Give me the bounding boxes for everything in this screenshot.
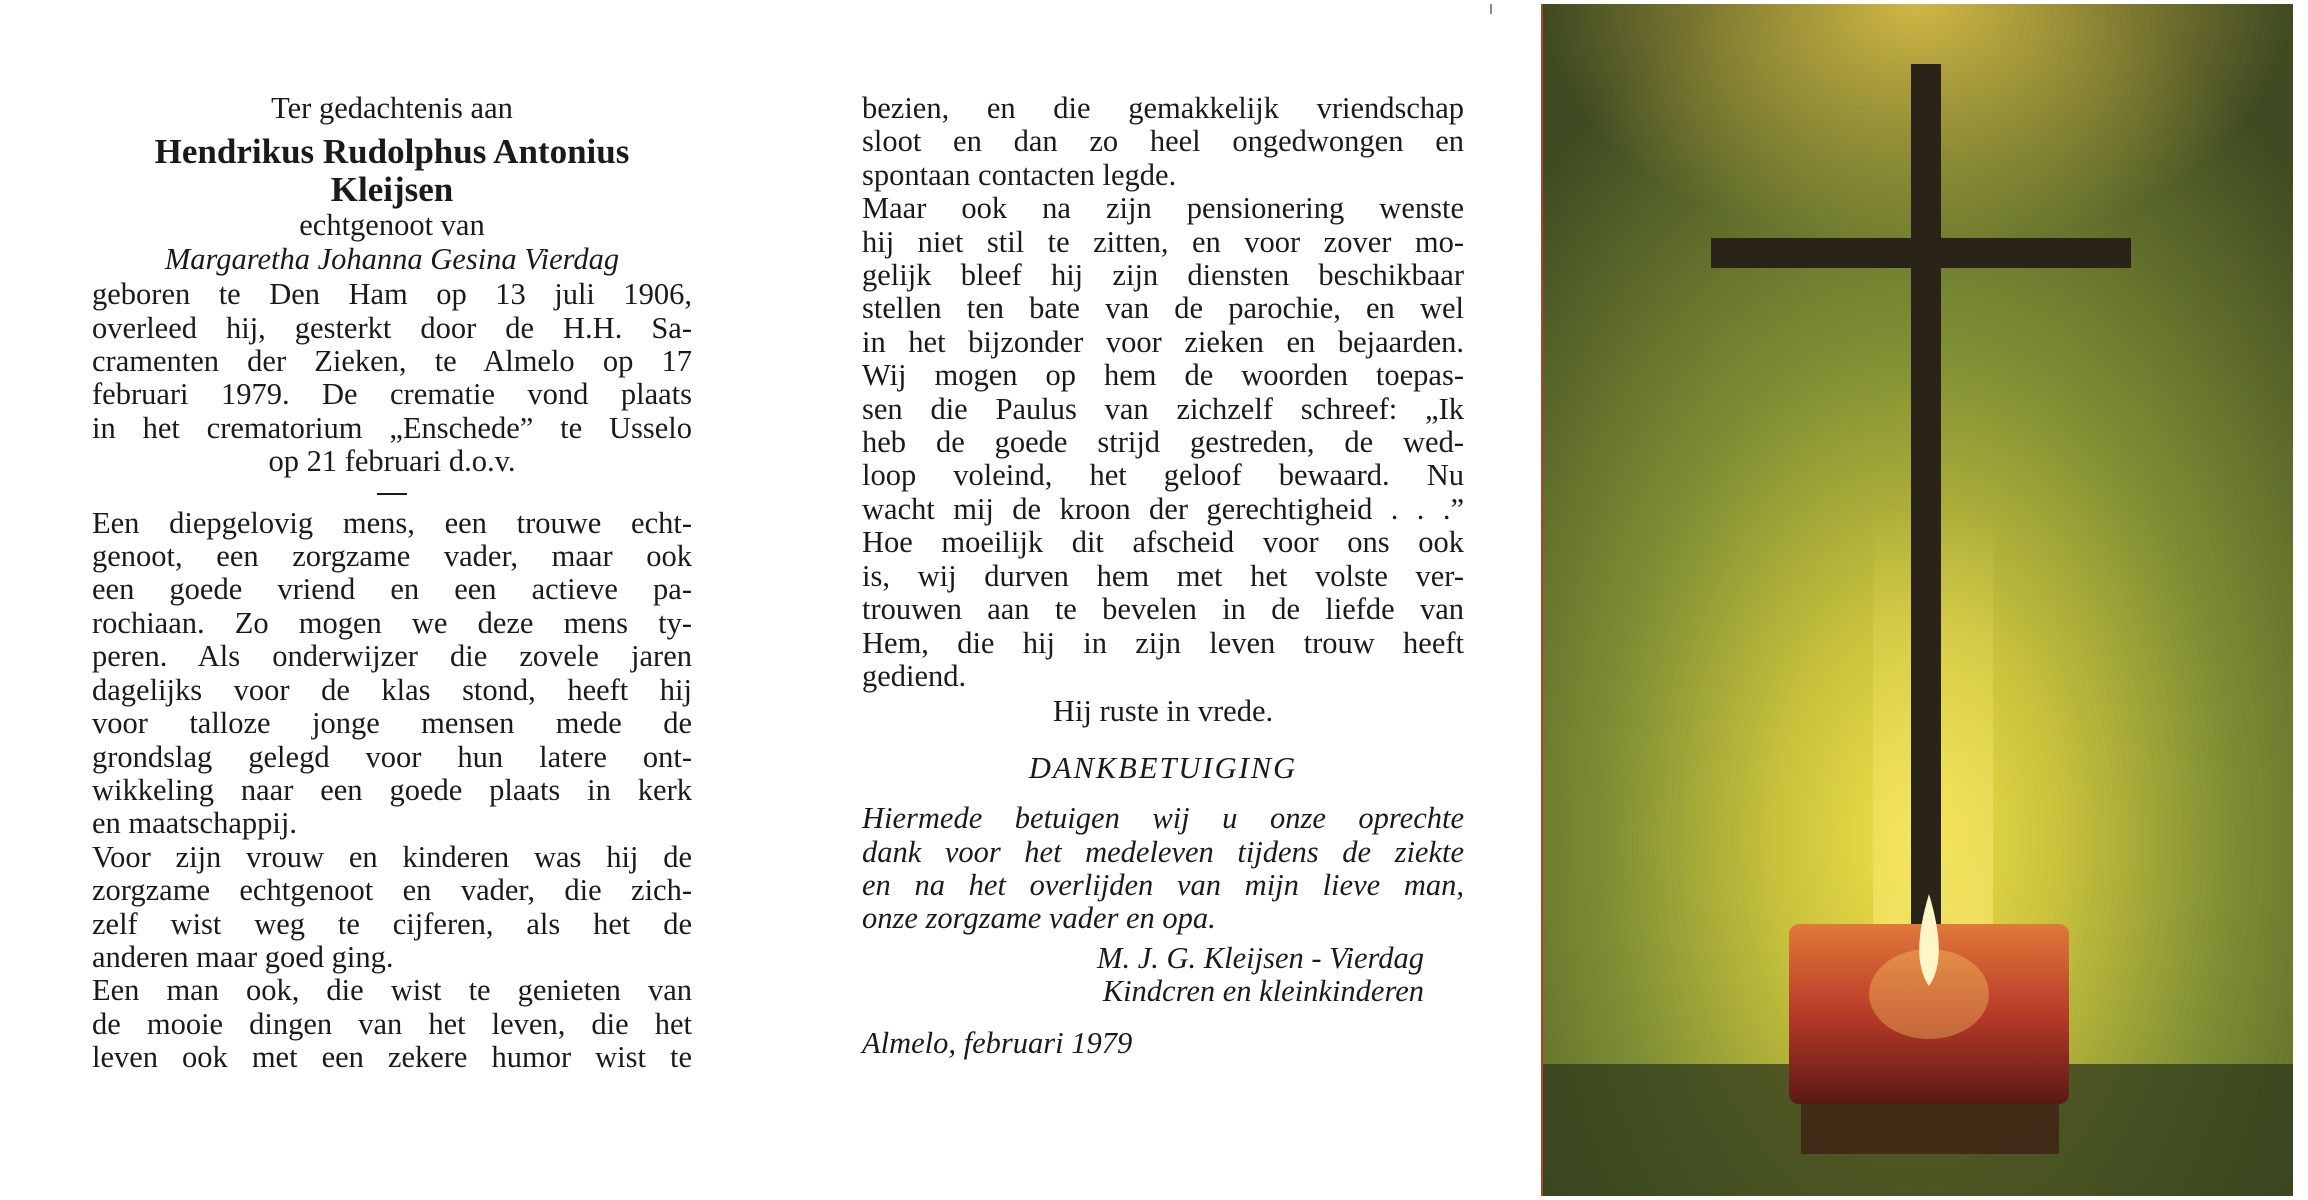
thanks-heading: DANKBETUIGING	[1028, 750, 1298, 785]
text-line: en maatschappij.	[92, 806, 297, 841]
signature-line-2: Kindcren en kleinkinderen	[1102, 974, 1424, 1009]
bio-line: op 21 februari d.o.v.	[268, 444, 516, 479]
biography	[92, 278, 692, 478]
place-date: Almelo, februari 1979	[862, 1025, 1133, 1060]
deceased-name-line2: Kleijsen	[330, 170, 454, 210]
right-column	[862, 92, 1464, 1060]
text-line: gelijk bleef hij zijn diensten beschikbaar	[862, 258, 1464, 293]
cross-horizontal-beam	[1711, 238, 2131, 268]
text-line: een goede vriend en een actieve pa-	[92, 572, 692, 607]
text-line: Hoe moeilijk dit afscheid voor ons ook	[862, 525, 1464, 560]
text-line: wacht mij de kroon der gerechtigheid . . .”	[862, 491, 1464, 526]
text-line: bezien, en die gemakkelijk vriendschap	[862, 91, 1464, 125]
fold-mark	[1490, 4, 1492, 14]
text-line: loop voleind, het geloof bewaard. Nu	[862, 458, 1464, 493]
bio-line: cramenten der Zieken, te Almelo op 17	[92, 344, 692, 379]
text-line: gediend.	[862, 658, 967, 693]
spouse-label: echtgenoot van	[299, 208, 485, 243]
text-line: dagelijks voor de klas stond, heeft hij	[92, 672, 692, 707]
text-line: leven ook met een zekere humor wist te	[92, 1040, 692, 1075]
text-line: hij niet stil te zitten, en voor zover mo-	[862, 224, 1464, 259]
text-line: in het bijzonder voor zieken en bejaarden.	[862, 324, 1464, 359]
thanks-text	[862, 802, 1464, 936]
thanks-line: en na het overlijden van mijn lieve man,	[862, 867, 1464, 902]
bio-line: geboren te Den Ham op 13 juli 1906,	[92, 277, 692, 312]
text-line: genoot, een zorgzame vader, maar ook	[92, 539, 692, 574]
eulogy-part-1	[92, 507, 692, 1075]
text-line: Een diepgelovig mens, een trouwe echt-	[92, 505, 692, 540]
spouse-name: Margaretha Johanna Gesina Vierdag	[164, 241, 620, 276]
text-line: wikkeling naar een goede plaats in kerk	[92, 772, 692, 807]
bio-line: februari 1979. De crematie vond plaats	[92, 377, 692, 412]
text-line: sloot en dan zo heel ongedwongen en	[862, 124, 1464, 159]
text-line: Wij mogen op hem de woorden toepas-	[862, 358, 1464, 393]
text-line: Hem, die hij in zijn leven trouw heeft	[862, 625, 1464, 660]
thanks-line: dank voor het medeleven tijdens de ziekte	[862, 834, 1464, 869]
left-column	[92, 92, 692, 1075]
eulogy-part-2	[862, 92, 1464, 693]
text-line: anderen maar goed ging.	[92, 939, 394, 974]
text-line: de mooie dingen van het leven, die het	[92, 1006, 692, 1041]
text-line: trouwen aan te bevelen in de liefde van	[862, 592, 1464, 627]
text-line: sen die Paulus van zichzelf schreef: „Ik	[862, 391, 1464, 426]
text-line: stellen ten bate van de parochie, en wel	[862, 291, 1464, 326]
text-line: voor talloze jonge mensen mede de	[92, 706, 692, 741]
text-line: zorgzame echtgenoot en vader, die zich-	[92, 873, 692, 908]
text-line: heb de goede strijd gestreden, de wed-	[862, 425, 1464, 460]
intro-text: Ter gedachtenis aan	[271, 91, 513, 125]
deceased-name-line1: Hendrikus Rudolphus Antonius	[154, 132, 630, 172]
thanks-line: onze zorgzame vader en opa.	[862, 901, 1216, 936]
text-line: grondslag gelegd voor hun latere ont-	[92, 739, 692, 774]
text-line: rochiaan. Zo mogen we deze mens ty-	[92, 605, 692, 640]
cross-candle-illustration	[1543, 4, 2293, 1196]
signature-line-1: M. J. G. Kleijsen - Vierdag	[1097, 940, 1424, 975]
rest-in-peace: Hij ruste in vrede.	[1052, 694, 1274, 729]
text-line: spontaan contacten legde.	[862, 157, 1177, 192]
text-line: Voor zijn vrouw en kinderen was hij de	[92, 839, 692, 874]
text-line: peren. Als onderwijzer die zovele jaren	[92, 639, 692, 674]
text-line: is, wij durven hem met het volste ver-	[862, 558, 1464, 593]
thanks-line: Hiermede betuigen wij u onze oprechte	[862, 801, 1464, 836]
text-line: Maar ook na zijn pensionering wenste	[862, 191, 1464, 226]
text-line: Een man ook, die wist te genieten van	[92, 973, 692, 1008]
text-line: zelf wist weg te cijferen, als het de	[92, 906, 692, 941]
cross-candle-photo	[1541, 4, 2293, 1196]
cross-vertical-beam	[1911, 64, 1941, 964]
bio-line: in het crematorium „Enschede” te Usselo	[92, 410, 692, 445]
bio-line: overleed hij, gesterkt door de H.H. Sa-	[92, 310, 692, 345]
